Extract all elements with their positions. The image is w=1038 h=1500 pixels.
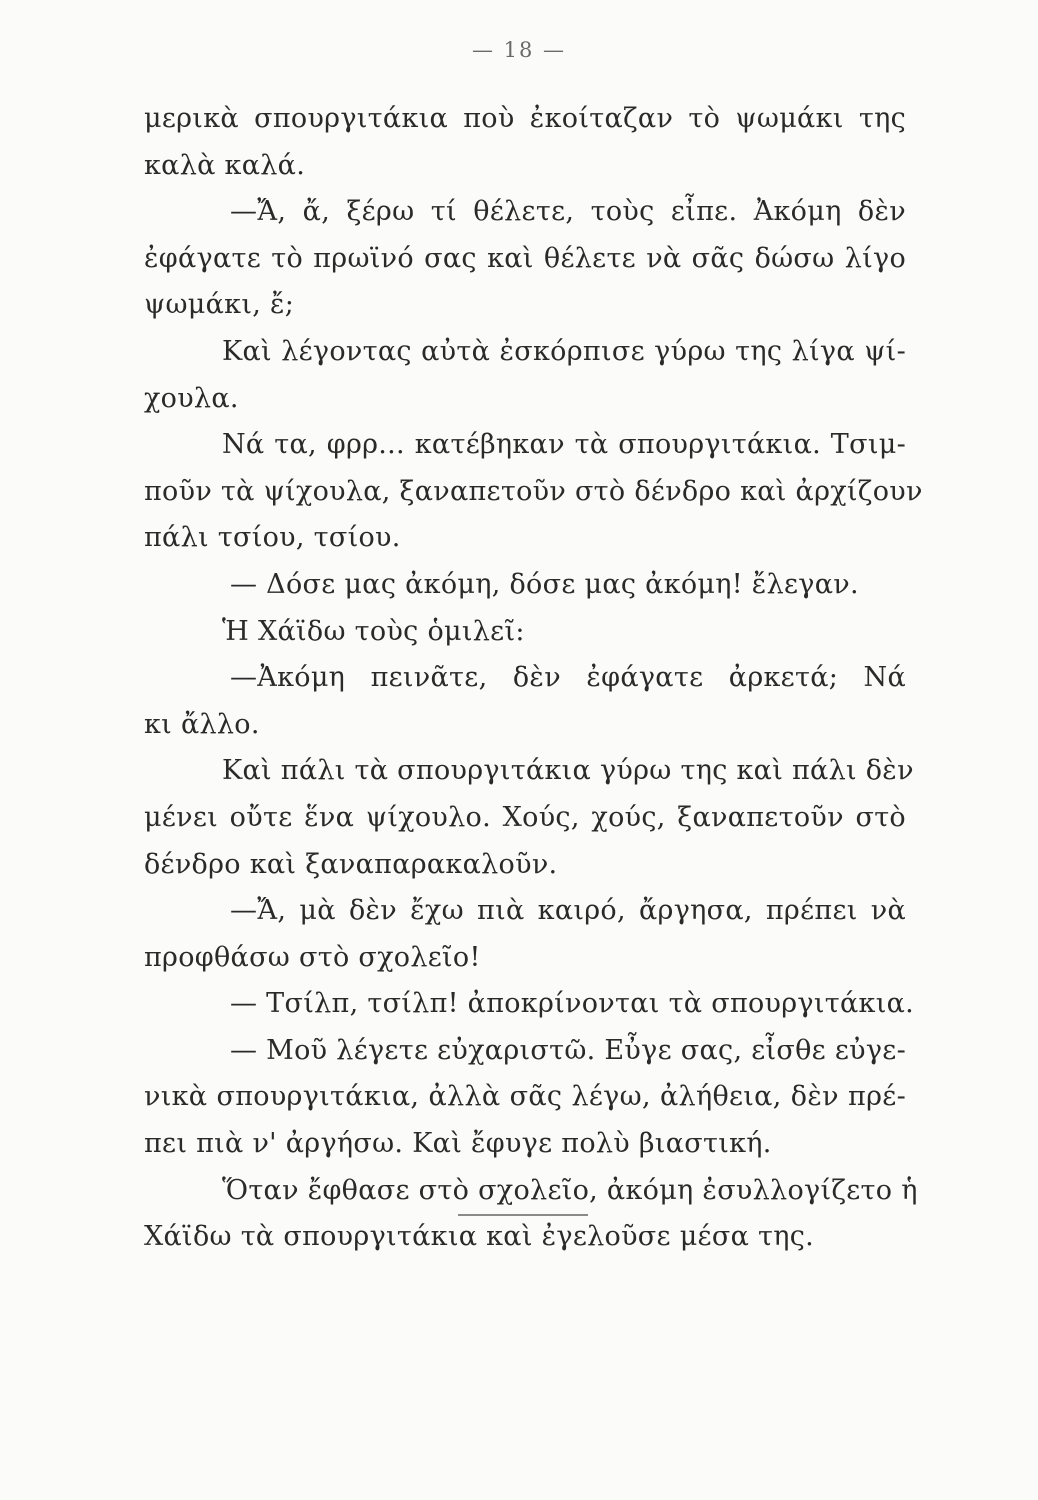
text-line: χουλα. [144, 382, 239, 414]
text-line: ἐφάγατε τὸ πρωϊνό σας καὶ θέλετε νὰ σᾶς δώσω λίγο [144, 242, 906, 274]
body-text [144, 96, 923, 1261]
text-line: μένει οὔτε ἕνα ψίχουλο. Χούς, χούς, ξαναπετοῦν στὸ [144, 801, 906, 833]
text-line: Ὅταν ἔφθασε στὸ σχολεῖο, ἀκόμη ἐσυλλογίζετο ἡ [222, 1174, 918, 1206]
text-line: Νά τα, φρρ... κατέβηκαν τὰ σπουργιτάκια. Τσιμ- [222, 429, 906, 461]
page-number: — 18 — [471, 38, 567, 62]
text-line: δένδρο καὶ ξαναπαρακαλοῦν. [144, 848, 558, 880]
text-line: —Ἀκόμη πεινᾶτε, δὲν ἐφάγατε ἀρκετά; Νά [230, 662, 906, 694]
text-line: ψωμάκι, ἔ; [144, 289, 295, 321]
text-line: νικὰ σπουργιτάκια, ἀλλὰ σᾶς λέγω, ἀλήθεια, δὲν πρέ- [144, 1081, 906, 1113]
text-line: προφθάσω στὸ σχολεῖο! [144, 941, 481, 973]
text-line: καλὰ καλά. [144, 149, 306, 181]
text-line: —Ἄ, μὰ δὲν ἔχω πιὰ καιρό, ἄργησα, πρέπει νὰ [230, 895, 906, 927]
end-divider [458, 1214, 588, 1216]
text-line: πει πιὰ ν' ἀργήσω. Καὶ ἔφυγε πολὺ βιαστική. [144, 1128, 772, 1160]
text-line: — Τσίλπ, τσίλπ! ἀποκρίνονται τὰ σπουργιτάκια. [230, 988, 915, 1020]
text-line: — Μοῦ λέγετε εὐχαριστῶ. Εὖγε σας, εἶσθε εὐγε- [230, 1034, 906, 1066]
text-line: Καὶ πάλι τὰ σπουργιτάκια γύρω της καὶ πάλι δὲν [222, 755, 914, 787]
text-line: Καὶ λέγοντας αὐτὰ ἐσκόρπισε γύρω της λίγα ψί- [222, 335, 906, 367]
text-line: μερικὰ σπουργιτάκια ποὺ ἐκοίταζαν τὸ ψωμάκι της [144, 103, 906, 134]
text-line: — Δόσε μας ἀκόμη, δόσε μας ἀκόμη! ἔλεγαν. [230, 568, 859, 600]
text-line: —Ἄ, ἄ, ξέρω τί θέλετε, τοὺς εἶπε. Ἀκόμη δὲν [230, 196, 906, 228]
text-line: ποῦν τὰ ψίχουλα, ξαναπετοῦν στὸ δένδρο καὶ ἀρχίζουν [144, 475, 923, 507]
text-line: Ἡ Χάϊδω τοὺς ὁμιλεῖ: [222, 615, 525, 647]
text-line: κι ἄλλο. [144, 708, 260, 740]
text-line: πάλι τσίου, τσίου. [144, 522, 401, 554]
text-line: Χάϊδω τὰ σπουργιτάκια καὶ ἐγελοῦσε μέσα της. [144, 1221, 815, 1253]
